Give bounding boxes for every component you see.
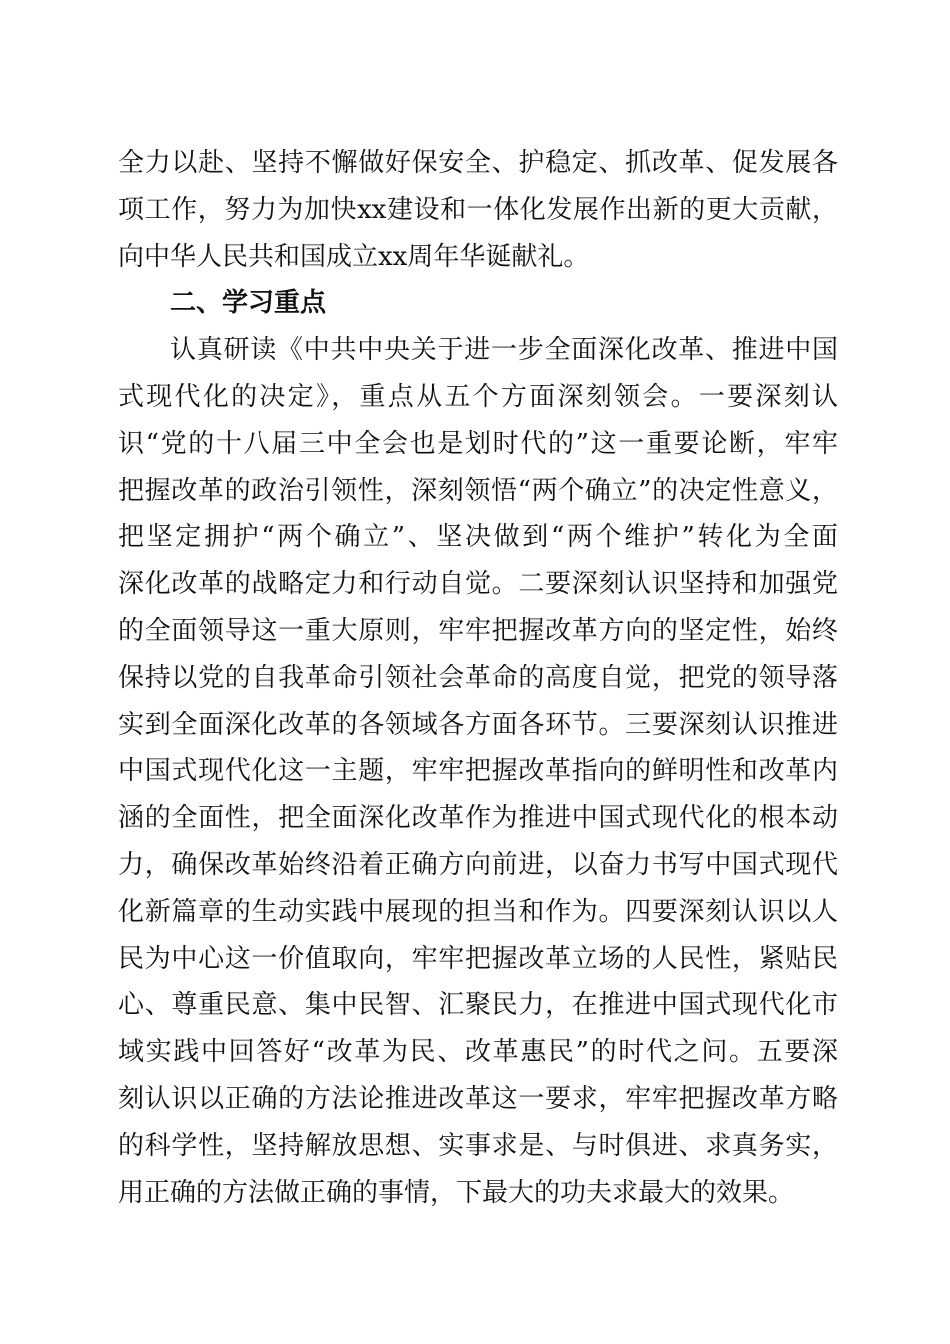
text-line: 式现代化的决定》，重点从五个方面深刻领会。一要深刻认 [118, 381, 838, 412]
text-line: 把坚定拥护“两个确立”、坚决做到“两个维护”转化为全面 [118, 522, 838, 553]
text-line: 化新篇章的生动实践中展现的担当和作为。四要深刻认识以人 [118, 896, 838, 927]
text-line: 识“党的十八届三中全会也是划时代的”这一重要论断，牢牢 [118, 428, 838, 459]
text-line: 力，确保改革始终沿着正确方向前进，以奋力书写中国式现代 [118, 849, 838, 880]
text-line: 实到全面深化改革的各领域各方面各环节。三要深刻认识推进 [118, 709, 838, 740]
text-line: 域实践中回答好“改革为民、改革惠民”的时代之问。五要深 [118, 1037, 838, 1068]
continuation-paragraph [118, 140, 838, 280]
text-line: 认真研读《中共中央关于进一步全面深化改革、推进中国 [170, 335, 838, 366]
text-line: 保持以党的自我革命引领社会革命的高度自觉，把党的领导落 [118, 662, 838, 693]
text-line: 的科学性，坚持解放思想、实事求是、与时俱进、求真务实， [118, 1130, 838, 1161]
text-line: 民为中心这一价值取向，牢牢把握改革立场的人民性，紧贴民 [118, 943, 838, 974]
text-line: 项工作，努力为加快xx建设和一体化发展作出新的更大贡献， [118, 194, 838, 225]
text-line: 深化改革的战略定力和行动自觉。二要深刻认识坚持和加强党 [118, 569, 838, 600]
text-line: 涵的全面性，把全面深化改革作为推进中国式现代化的根本动 [118, 803, 838, 834]
document-body [118, 140, 838, 1216]
section-heading: 二、学习重点 [170, 288, 327, 319]
text-line: 中国式现代化这一主题，牢牢把握改革指向的鲜明性和改革内 [118, 756, 838, 787]
text-line: 心、尊重民意、集中民智、汇聚民力，在推进中国式现代化市 [118, 990, 838, 1021]
text-line: 把握改革的政治引领性，深刻领悟“两个确立”的决定性意义， [118, 475, 838, 506]
text-line: 刻认识以正确的方法论推进改革这一要求，牢牢把握改革方略 [118, 1083, 838, 1114]
text-line: 用正确的方法做正确的事情，下最大的功夫求最大的效果。 [118, 1177, 795, 1208]
study-focus-paragraph [118, 327, 838, 1216]
text-line: 向中华人民共和国成立xx周年华诞献礼。 [118, 241, 590, 272]
text-line: 全力以赴、坚持不懈做好保安全、护稳定、抓改革、促发展各 [118, 148, 838, 178]
text-line: 的全面领导这一重大原则，牢牢把握改革方向的坚定性，始终 [118, 615, 838, 646]
